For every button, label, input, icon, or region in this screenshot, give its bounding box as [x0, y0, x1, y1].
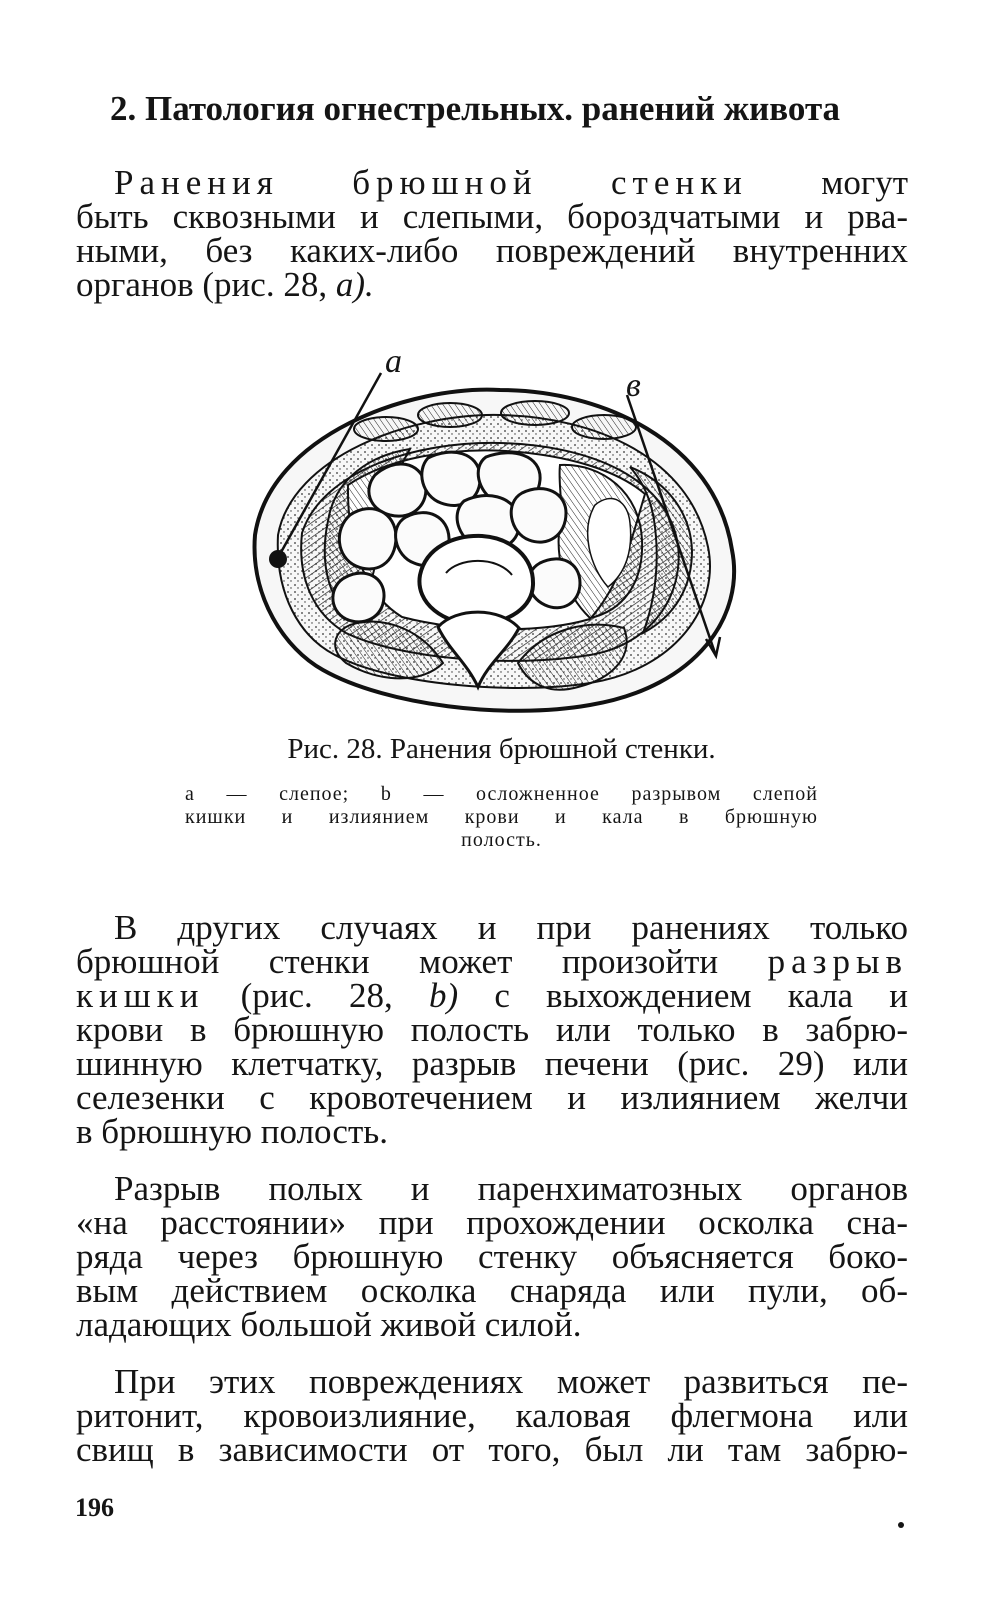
italic-reference: b): [428, 976, 459, 1015]
italic-reference: а).: [335, 265, 374, 304]
paragraph-2-line-6: селезенки с кровотечением и излиянием желчи: [76, 1078, 908, 1117]
paragraph-4-line-1: При этих повреждениях может развиться пе-: [114, 1362, 908, 1401]
paragraph-2-line-4: крови в брюшную полость или только в забрю-: [76, 1010, 908, 1049]
section-heading: 2. Патология огнестрельных. ранений живота: [110, 89, 841, 128]
paragraph-3-line-1: Разрыв полых и паренхиматозных органов: [114, 1169, 908, 1208]
paragraph-text: могут: [821, 163, 908, 202]
figure-caption-title: Рис. 28. Ранения брюшной стенки.: [287, 733, 716, 765]
paragraph-1-line-3: ными, без каких-либо повреждений внутренних: [76, 231, 908, 270]
paragraph-text: органов (рис. 28,: [76, 265, 328, 304]
paragraph-3-line-3: ряда через брюшную стенку объясняется боко-: [76, 1237, 908, 1276]
spaced-word: стенки: [610, 163, 748, 202]
paragraph-4-line-3: свищ в зависимости от того, был ли там забрю-: [76, 1430, 908, 1469]
page-number: 196: [75, 1493, 114, 1522]
paragraph-3-line-5: ладающих большой живой силой.: [76, 1305, 582, 1344]
spaced-word: кишки: [76, 976, 205, 1015]
paragraph-3-line-4: вым действием осколка снаряда или пули, об-: [76, 1271, 908, 1310]
paragraph-2-line-5: шинную клетчатку, разрыв печени (рис. 29) или: [76, 1044, 908, 1083]
paragraph-4-line-2: ритонит, кровоизлияние, каловая флегмона или: [76, 1396, 908, 1435]
paragraph-2-line-7: в брюшную полость.: [76, 1112, 388, 1151]
spaced-word: разрыв: [767, 942, 908, 981]
paragraph-2-line-1: В других случаях и при ранениях только: [114, 908, 908, 947]
figure-caption-line-1: а — слепое; b — осложненное разрывом слепой: [185, 783, 818, 805]
spaced-word: брюшной: [352, 163, 538, 202]
paragraph-1-line-4: [76, 264, 908, 306]
paragraph-1-line-2: быть сквозными и слепыми, бороздчатыми и рва-: [76, 197, 908, 236]
anatomical-cross-section-figure: [230, 345, 760, 730]
abdomen-cross-section-drawing: [230, 345, 760, 730]
paragraph-text: брюшной стенки может произойти: [76, 942, 719, 981]
spaced-word: Ранения: [114, 163, 279, 202]
figure-label-a: а: [385, 343, 402, 380]
paragraph-text: с выхождением кала и: [494, 976, 908, 1015]
paragraph-text: (рис. 28,: [240, 976, 393, 1015]
paragraph-3-line-2: «на расстоянии» при прохождении осколка сна-: [76, 1203, 908, 1242]
figure-caption-line-3: полость.: [461, 829, 542, 851]
print-dot-mark: [898, 1522, 904, 1528]
figure-caption-line-2: кишки и излиянием крови и кала в брюшную: [185, 806, 818, 828]
figure-label-b: в: [626, 367, 641, 404]
